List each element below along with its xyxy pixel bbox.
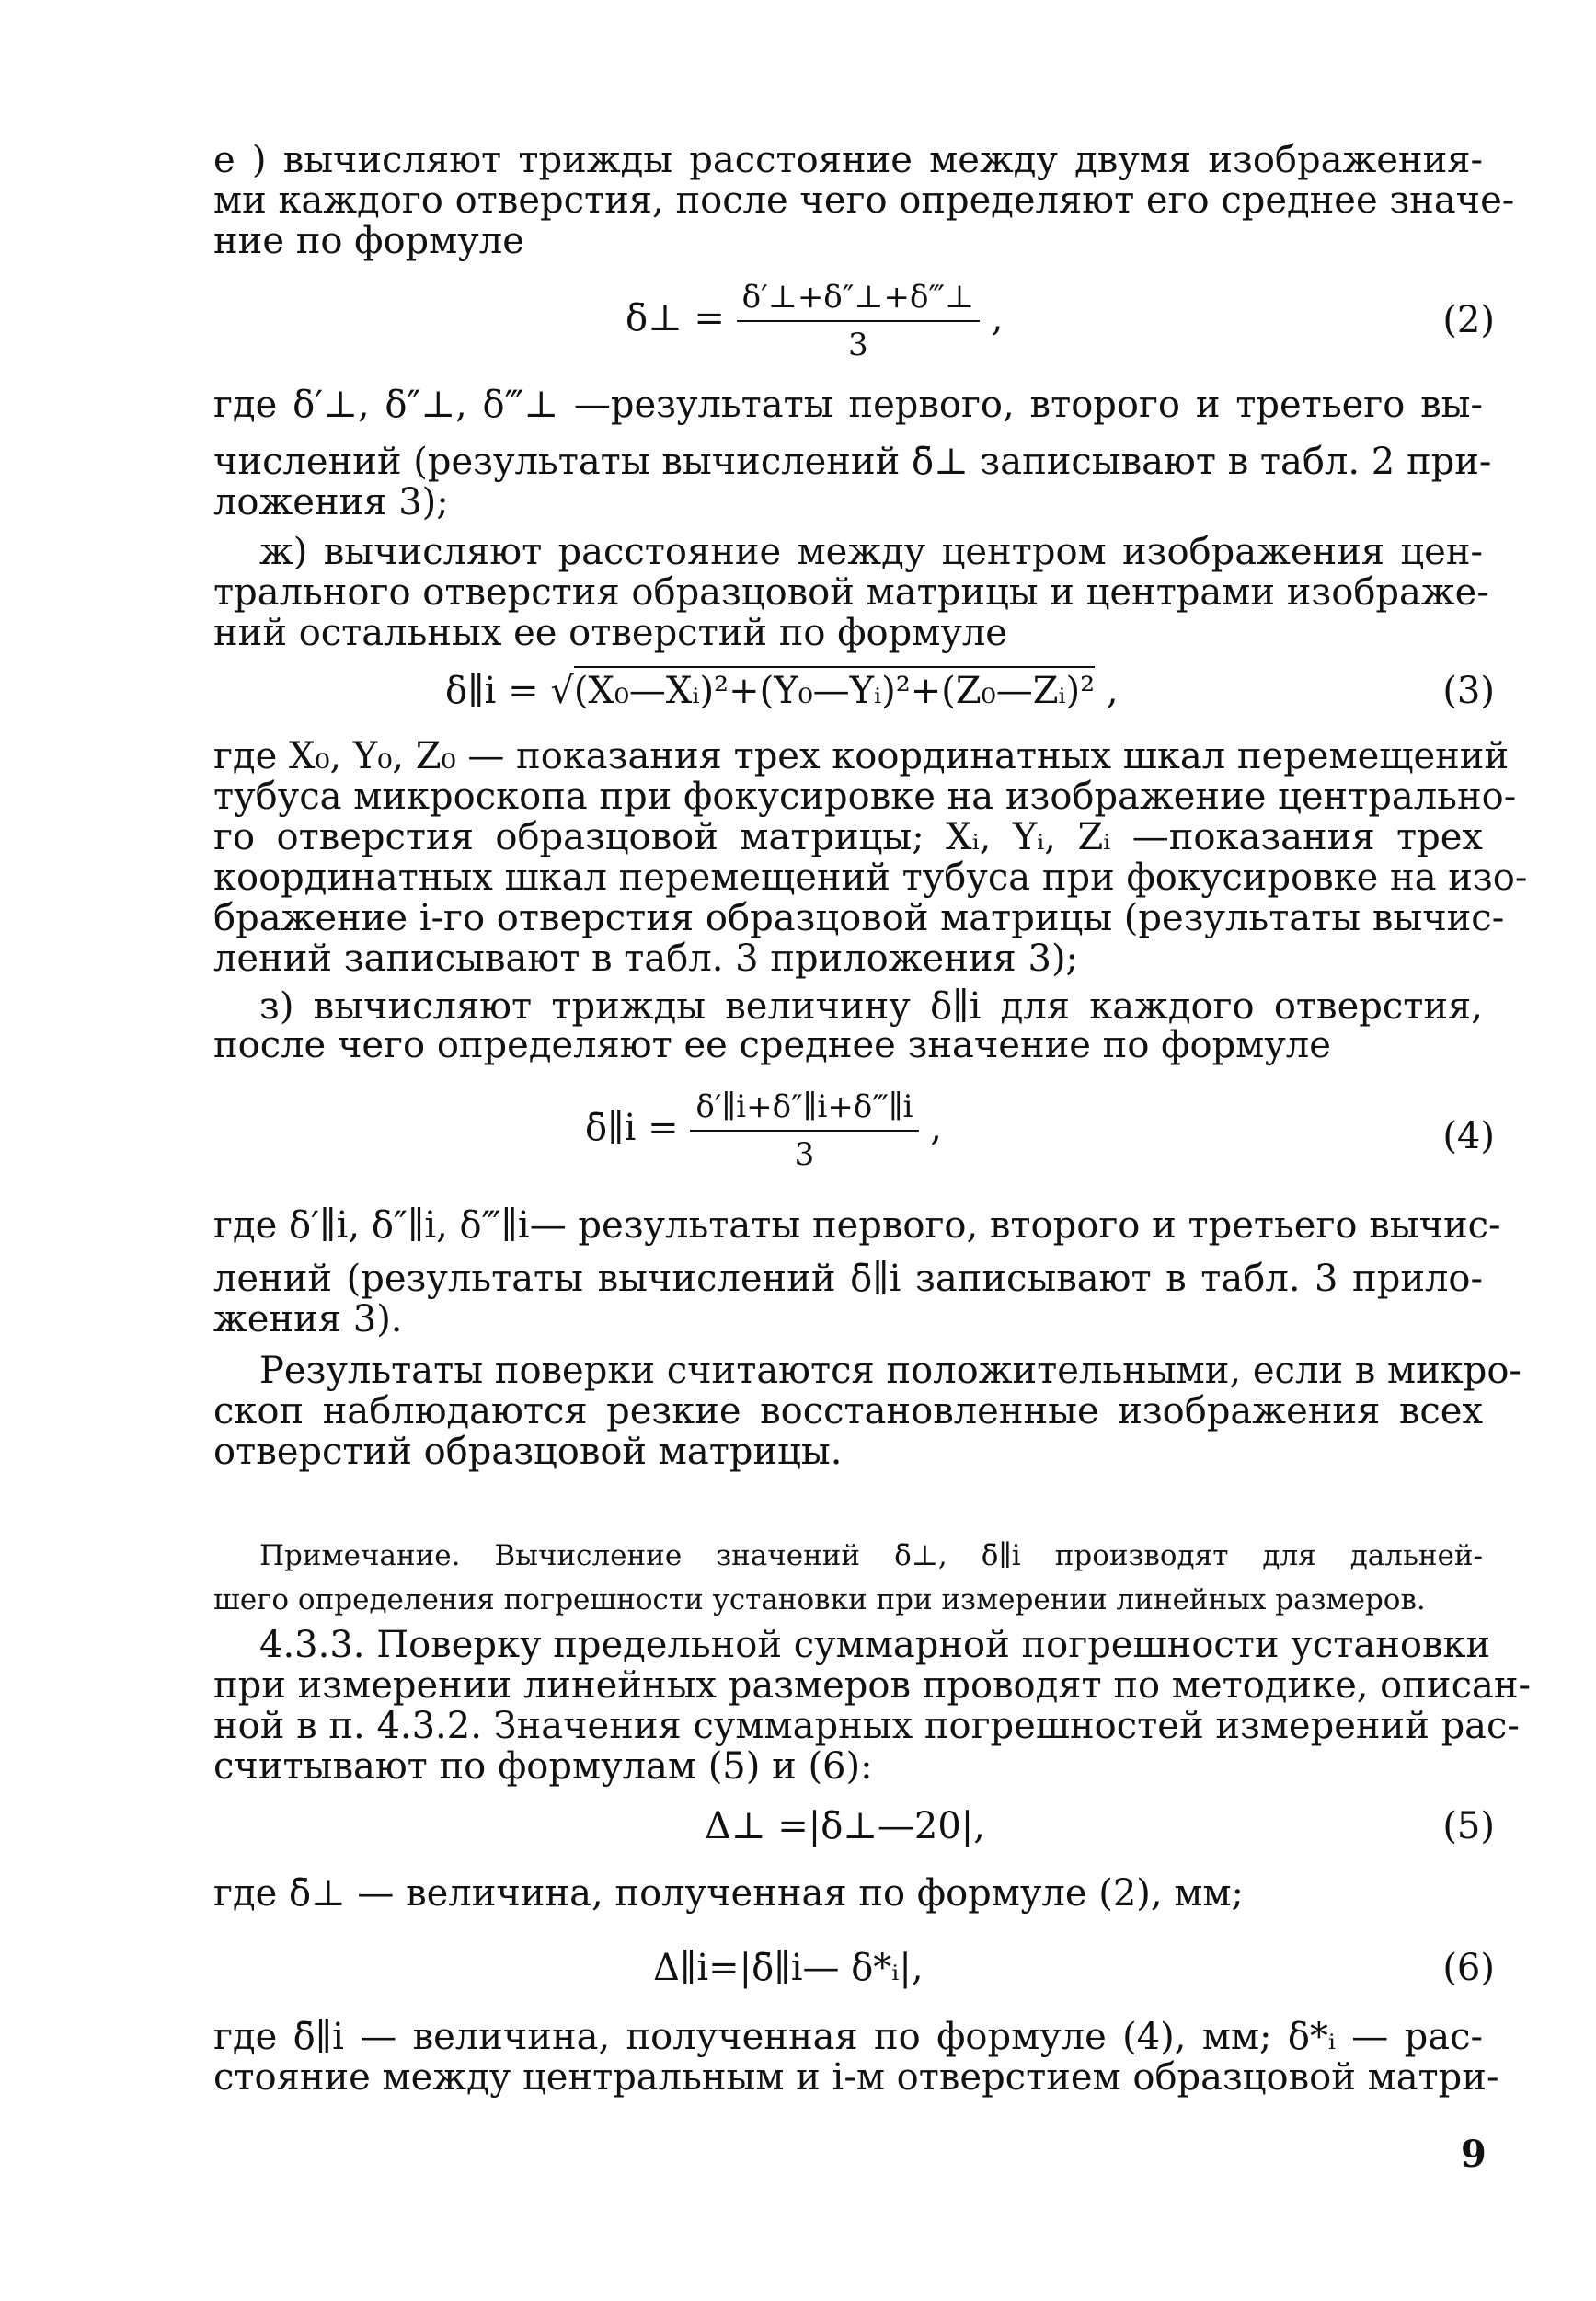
text-line: скоп наблюдаются резкие восстановленные изображения всех xyxy=(213,1390,1483,1432)
note-line: шего определения погрешности установки при измерении линейных размеров. xyxy=(213,1583,1426,1616)
text-line: где δ′∥i, δ″∥i, δ‴∥i— результаты первого, второго и третьего вычис- xyxy=(213,1204,1501,1247)
text-line: числений (результаты вычислений δ̄⊥ записывают в табл. 2 при- xyxy=(213,441,1492,483)
text-line: стояние между центральным и i-м отверстием образцовой матри- xyxy=(213,2056,1499,2099)
text-line: ж) вычисляют расстояние между центром изображения цен- xyxy=(259,531,1483,573)
equation-number-3: (3) xyxy=(1442,670,1495,712)
text-line: отверстий образцовой матрицы. xyxy=(213,1431,843,1473)
text-line: при измерении линейных размеров проводят по методике, описан- xyxy=(213,1664,1532,1707)
text-line: з) вычисляют трижды величину δ∥i для каждого отверстия, xyxy=(259,985,1483,1028)
text-line: считывают по формулам (5) и (6): xyxy=(213,1745,873,1788)
text-line: где δ̄⊥ — величина, полученная по формуле (2), мм; xyxy=(213,1872,1245,1915)
text-line: координатных шкал перемещений тубуса при фокусировке на изо- xyxy=(213,857,1528,899)
text-line: ние по формуле xyxy=(213,220,524,262)
formula-2: δ̄⊥ = $\frac{\delta'\perp+\delta''\perp+\delta‴\perp}{3}$ , xyxy=(626,276,1004,366)
text-line: после чего определяют ее среднее значение по формуле xyxy=(213,1024,1331,1066)
text-line: где X₀, Y₀, Z₀ — показания трех координатных шкал перемещений xyxy=(213,735,1510,777)
text-line: где δ′⊥, δ″⊥, δ‴⊥ —результаты первого, второго и третьего вы- xyxy=(213,384,1483,426)
equation-number-5: (5) xyxy=(1442,1805,1495,1847)
page-number: 9 xyxy=(1461,2133,1487,2176)
text-line: жения 3). xyxy=(213,1298,403,1340)
text-line: ной в п. 4.3.2. Значения суммарных погрешностей измерений рас- xyxy=(213,1705,1520,1747)
text-line: ми каждого отверстия, после чего определяют его среднее значе- xyxy=(213,179,1515,222)
text-line: Результаты поверки считаются положительными, если в микро- xyxy=(259,1350,1521,1392)
text-line: лений (результаты вычислений δ̄∥i записывают в табл. 3 прило- xyxy=(213,1258,1483,1300)
equation-number-2: (2) xyxy=(1442,299,1495,341)
equation-number-6: (6) xyxy=(1442,1947,1495,1989)
text-line: где δ̄∥i — величина, полученная по формуле (4), мм; δ*ᵢ — рас- xyxy=(213,2016,1483,2058)
text-line: е ) вычисляют трижды расстояние между двумя изображения- xyxy=(213,139,1483,181)
formula-4: δ̄∥i = $\frac{\delta'\parallel i+\delta''\parallel i+\delta‴\parallel i}{3}$ , xyxy=(585,1086,942,1176)
note-line: Примечание. Вычисление значений δ̄⊥, δ̄∥i производят для дальней- xyxy=(259,1539,1483,1572)
text-line: бражение i-го отверстия образцовой матрицы (результаты вычис- xyxy=(213,897,1505,939)
text-line: ложения 3); xyxy=(213,481,449,523)
fraction: $\frac{\delta'\parallel i+\delta''\parallel i+\delta‴\parallel i}{3}$ xyxy=(690,1086,918,1176)
equation-number-4: (4) xyxy=(1442,1115,1495,1157)
fraction: $\frac{\delta'\perp+\delta''\perp+\delta‴\perp}{3}$ xyxy=(737,276,980,366)
text-line: тубуса микроскопа при фокусировке на изображение центрально- xyxy=(213,776,1517,818)
text-line: лений записывают в табл. 3 приложения 3); xyxy=(213,938,1079,980)
formula-5: Δ⊥ =|δ̄⊥—20|, xyxy=(705,1805,985,1847)
formula-6: Δ∥i=|δ̄∥i— δ*ᵢ|, xyxy=(653,1947,924,1989)
text-line: трального отверстия образцовой матрицы и центрами изображе- xyxy=(213,571,1489,614)
text-line: го отверстия образцовой матрицы; Xᵢ, Yᵢ, Zᵢ —показания трех xyxy=(213,816,1483,858)
formula-3: δ∥i = √(X₀—Xᵢ)²+(Y₀—Yᵢ)²+(Z₀—Zᵢ)² , xyxy=(445,670,1119,712)
text-line: ний остальных ее отверстий по формуле xyxy=(213,612,1007,654)
text-line: 4.3.3. Поверку предельной суммарной погрешности установки xyxy=(259,1624,1491,1666)
